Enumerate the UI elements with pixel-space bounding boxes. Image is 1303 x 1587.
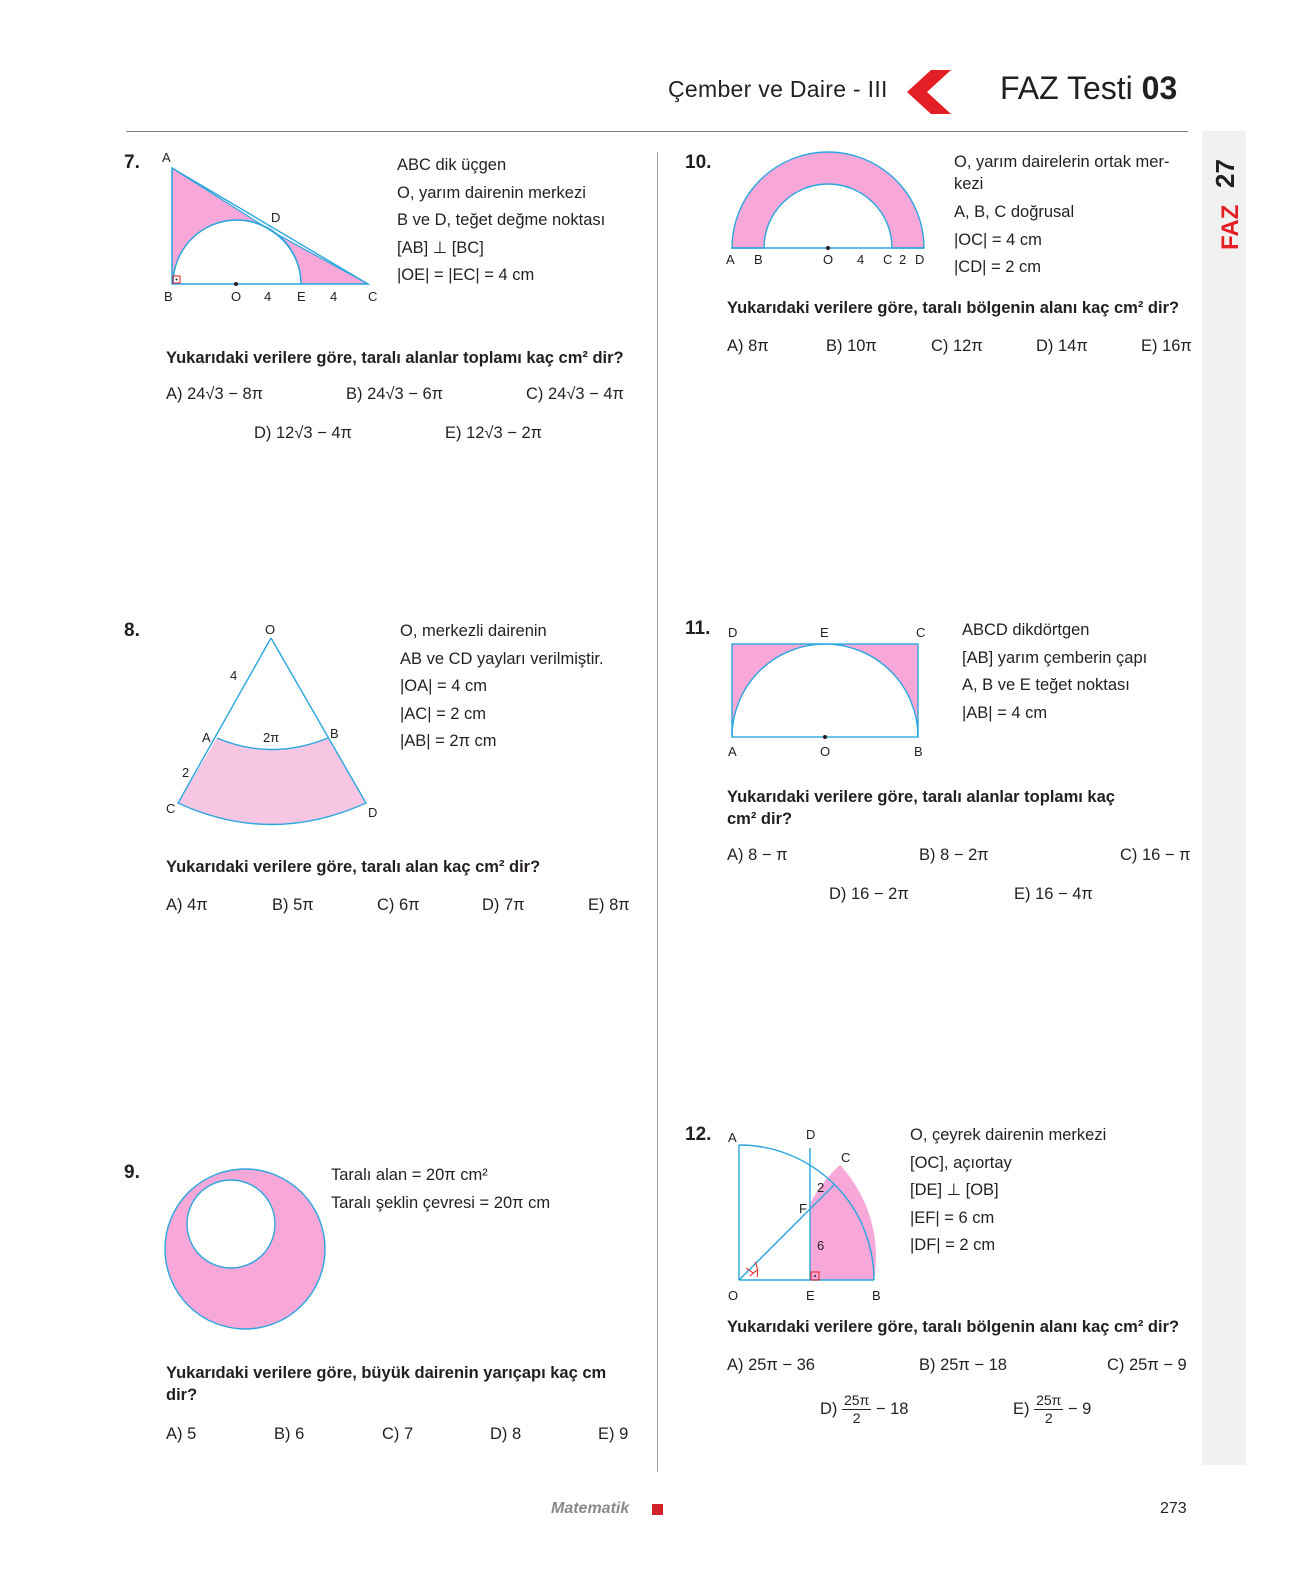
q7-label-d: D (271, 210, 281, 225)
q10-given-line: |CD| = 2 cm (954, 258, 1041, 276)
q11-label-d: D (728, 625, 738, 640)
q10-given (954, 151, 1169, 282)
q9-option-a[interactable]: A) 5 (166, 1425, 197, 1443)
q11-given-line: A, B ve E teğet noktası (962, 676, 1130, 694)
q11-option-e[interactable]: E) 16 − 4π (1014, 885, 1093, 903)
q9-given-line: Taralı şeklin çevresi = 20π cm (331, 1193, 551, 1212)
q11-label-a: A (728, 744, 737, 759)
q10-label-b: B (754, 252, 763, 267)
q8-given-line: O, merkezli dairenin (400, 622, 547, 640)
q7-figure (160, 148, 390, 308)
q8-option-a[interactable]: A) 4π (166, 896, 208, 914)
q11-option-a[interactable]: A) 8 − π (727, 846, 788, 864)
q11-label-e: E (820, 625, 829, 640)
q8-figure (160, 620, 400, 830)
q10-label-a: A (726, 252, 735, 267)
q10-given-line: O, yarım dairelerin ortak mer- (954, 153, 1170, 171)
q11-given-line: ABCD dikdörtgen (962, 621, 1090, 639)
q10-given-line: kezi (954, 175, 984, 193)
q10-question: Yukarıdaki verilere göre, taralı bölgenin alanı kaç cm² dir? (727, 299, 1180, 317)
q8-option-c[interactable]: C) 6π (377, 896, 420, 914)
q12-option-e[interactable] (1013, 1392, 1091, 1427)
q12-option-d-rest: − 18 (875, 1399, 909, 1418)
q8-given-line: AB ve CD yayları verilmiştir. (400, 649, 604, 668)
q11-label-o: O (820, 744, 831, 759)
q11-question-line: Yukarıdaki verilere göre, taralı alanlar toplamı kaç (727, 788, 1115, 806)
q12-option-d-fraction (842, 1392, 871, 1427)
q7-label-a: A (162, 150, 171, 165)
q9-number: 9. (124, 1162, 140, 1183)
q10-option-e[interactable]: E) 16π (1141, 337, 1192, 355)
q12-label-o: O (728, 1288, 739, 1303)
q7-option-d[interactable]: D) 12√3 − 4π (254, 424, 352, 442)
q9-option-c[interactable]: C) 7 (382, 1425, 414, 1443)
q8-given-line: |AC| = 2 cm (400, 704, 487, 723)
q12-question: Yukarıdaki verilere göre, taralı bölgenin alanı kaç cm² dir? (727, 1318, 1180, 1336)
page-number: 273 (1160, 1500, 1187, 1517)
q8-number: 8. (124, 620, 140, 641)
q10-option-a[interactable]: A) 8π (727, 337, 769, 355)
q7-option-e[interactable]: E) 12√3 − 2π (445, 424, 543, 442)
q8-label-c: C (166, 801, 176, 816)
sidebar-badge (1206, 150, 1244, 255)
q12-label-b: B (872, 1288, 881, 1303)
q12-option-d-denominator: 2 (852, 1410, 861, 1426)
q7-given-line: [AB] ⊥ [BC] (397, 238, 484, 257)
q10-option-c[interactable]: C) 12π (931, 337, 983, 355)
sidebar-brand: FAZ (1217, 204, 1244, 250)
header-rule (126, 131, 1188, 132)
chapter-title: Çember ve Daire - III (668, 76, 888, 102)
sidebar (1202, 131, 1246, 1465)
q8-label-2: 2 (182, 765, 190, 780)
q11-given-line: [AB] yarım çemberin çapı (962, 648, 1148, 667)
q12-figure (722, 1126, 922, 1306)
q7-question: Yukarıdaki verilere göre, taralı alanlar toplamı kaç cm² dir? (166, 349, 624, 367)
q12-label-6: 6 (817, 1238, 825, 1253)
q10-option-b[interactable]: B) 10π (826, 337, 877, 355)
q10-figure (722, 148, 942, 273)
q10-given-line: A, B, C doğrusal (954, 203, 1075, 221)
q12-option-e-denominator: 2 (1044, 1410, 1053, 1426)
q12-option-d[interactable] (820, 1392, 908, 1427)
q12-label-a: A (728, 1130, 737, 1145)
q8-label-arc: 2π (263, 730, 280, 745)
q12-option-d-numerator: 25π (844, 1392, 870, 1408)
q8-label-b: B (330, 726, 339, 741)
q7-given-line: ABC dik üçgen (397, 156, 507, 174)
q12-label-2: 2 (817, 1180, 825, 1195)
q11-number: 11. (685, 618, 711, 639)
q12-label-e: E (806, 1288, 815, 1303)
q7-label-o: O (231, 289, 242, 304)
q7-label-4b: 4 (330, 289, 338, 304)
q8-label-o: O (265, 622, 276, 637)
q9-option-d[interactable]: D) 8 (490, 1425, 522, 1443)
q7-label-4a: 4 (264, 289, 272, 304)
q11-label-c: C (916, 625, 926, 640)
q10-label-d: D (915, 252, 925, 267)
q8-label-4: 4 (230, 668, 238, 683)
q8-given (400, 618, 604, 756)
test-title (1000, 70, 1177, 107)
q7-label-e: E (297, 289, 306, 304)
sidebar-number: 27 (1210, 159, 1240, 188)
q10-label-4: 4 (857, 252, 865, 267)
q8-option-d[interactable]: D) 7π (482, 896, 525, 914)
q10-option-d[interactable]: D) 14π (1036, 337, 1088, 355)
q9-option-b[interactable]: B) 6 (274, 1425, 305, 1443)
q11-question (727, 786, 1115, 830)
q7-given-line: B ve D, teğet değme noktası (397, 211, 606, 229)
q12-given-line: |DF| = 2 cm (910, 1236, 996, 1254)
q9-figure (160, 1164, 330, 1334)
q12-option-c[interactable]: C) 25π − 9 (1107, 1356, 1187, 1374)
q12-option-e-fraction (1034, 1392, 1063, 1427)
q9-question: Yukarıdaki verilere göre, büyük dairenin yarıçapı kaç cm dir? (166, 1364, 607, 1404)
q10-number: 10. (685, 152, 712, 173)
q12-given (910, 1122, 1106, 1260)
q9-given (331, 1162, 550, 1217)
q7-option-a[interactable]: A) 24√3 − 8π (166, 385, 264, 403)
q7-label-b: B (164, 289, 173, 304)
q11-figure (722, 620, 942, 760)
q12-option-e-rest: − 9 (1067, 1399, 1092, 1418)
q7-given (397, 152, 605, 290)
q10-label-2: 2 (899, 252, 907, 267)
q11-question-line: cm² dir? (727, 810, 793, 828)
q7-option-c[interactable]: C) 24√3 − 4π (526, 385, 624, 403)
q12-given-line: [OC], açıortay (910, 1153, 1012, 1172)
q8-question: Yukarıdaki verilere göre, taralı alan kaç cm² dir? (166, 858, 541, 876)
q10-given-line: |OC| = 4 cm (954, 230, 1042, 249)
q11-option-d[interactable]: D) 16 − 2π (829, 885, 909, 903)
q8-option-e[interactable]: E) 8π (588, 896, 630, 914)
q12-option-b[interactable]: B) 25π − 18 (919, 1356, 1007, 1374)
q7-given-line: |OE| = |EC| = 4 cm (397, 266, 535, 284)
q12-option-e-numerator: 25π (1036, 1392, 1062, 1408)
q7-label-c: C (368, 289, 378, 304)
q11-option-b[interactable]: B) 8 − 2π (919, 846, 989, 864)
chevron-left-icon (905, 68, 955, 116)
q7-number: 7. (124, 152, 140, 173)
q11-option-c[interactable]: C) 16 − π (1120, 846, 1191, 864)
q12-label-f: F (799, 1201, 807, 1216)
q12-option-e-letter: E) (1013, 1399, 1030, 1418)
q12-option-d-letter: D) (820, 1399, 838, 1418)
q11-label-b: B (914, 744, 923, 759)
q10-label-c: C (883, 252, 893, 267)
q8-label-d: D (368, 805, 378, 820)
q8-given-line: |OA| = 4 cm (400, 677, 487, 695)
q12-option-a[interactable]: A) 25π − 36 (727, 1356, 815, 1374)
q8-option-b[interactable]: B) 5π (272, 896, 314, 914)
q8-label-a: A (202, 730, 211, 745)
q12-given-line: |EF| = 6 cm (910, 1208, 995, 1227)
q7-given-line: O, yarım dairenin merkezi (397, 183, 586, 202)
footer-square (652, 1504, 663, 1515)
q11-given-line: |AB| = 4 cm (962, 703, 1048, 722)
q10-label-o: O (823, 252, 834, 267)
q8-given-line: |AB| = 2π cm (400, 732, 497, 750)
q12-label-c: C (841, 1150, 851, 1165)
q11-given (962, 617, 1147, 727)
footer-subject: Matematik (551, 1500, 630, 1517)
q9-option-e[interactable]: E) 9 (598, 1425, 629, 1443)
q12-label-d: D (806, 1127, 816, 1142)
test-number: 03 (1141, 70, 1178, 106)
q12-given-line: O, çeyrek dairenin merkezi (910, 1126, 1107, 1144)
test-label: FAZ Testi (1000, 70, 1133, 106)
column-divider (657, 152, 658, 1472)
q9-given-line: Taralı alan = 20π cm² (331, 1166, 488, 1184)
q12-number: 12. (685, 1124, 712, 1145)
q7-option-b[interactable]: B) 24√3 − 6π (346, 385, 444, 403)
q12-given-line: [DE] ⊥ [OB] (910, 1181, 999, 1199)
